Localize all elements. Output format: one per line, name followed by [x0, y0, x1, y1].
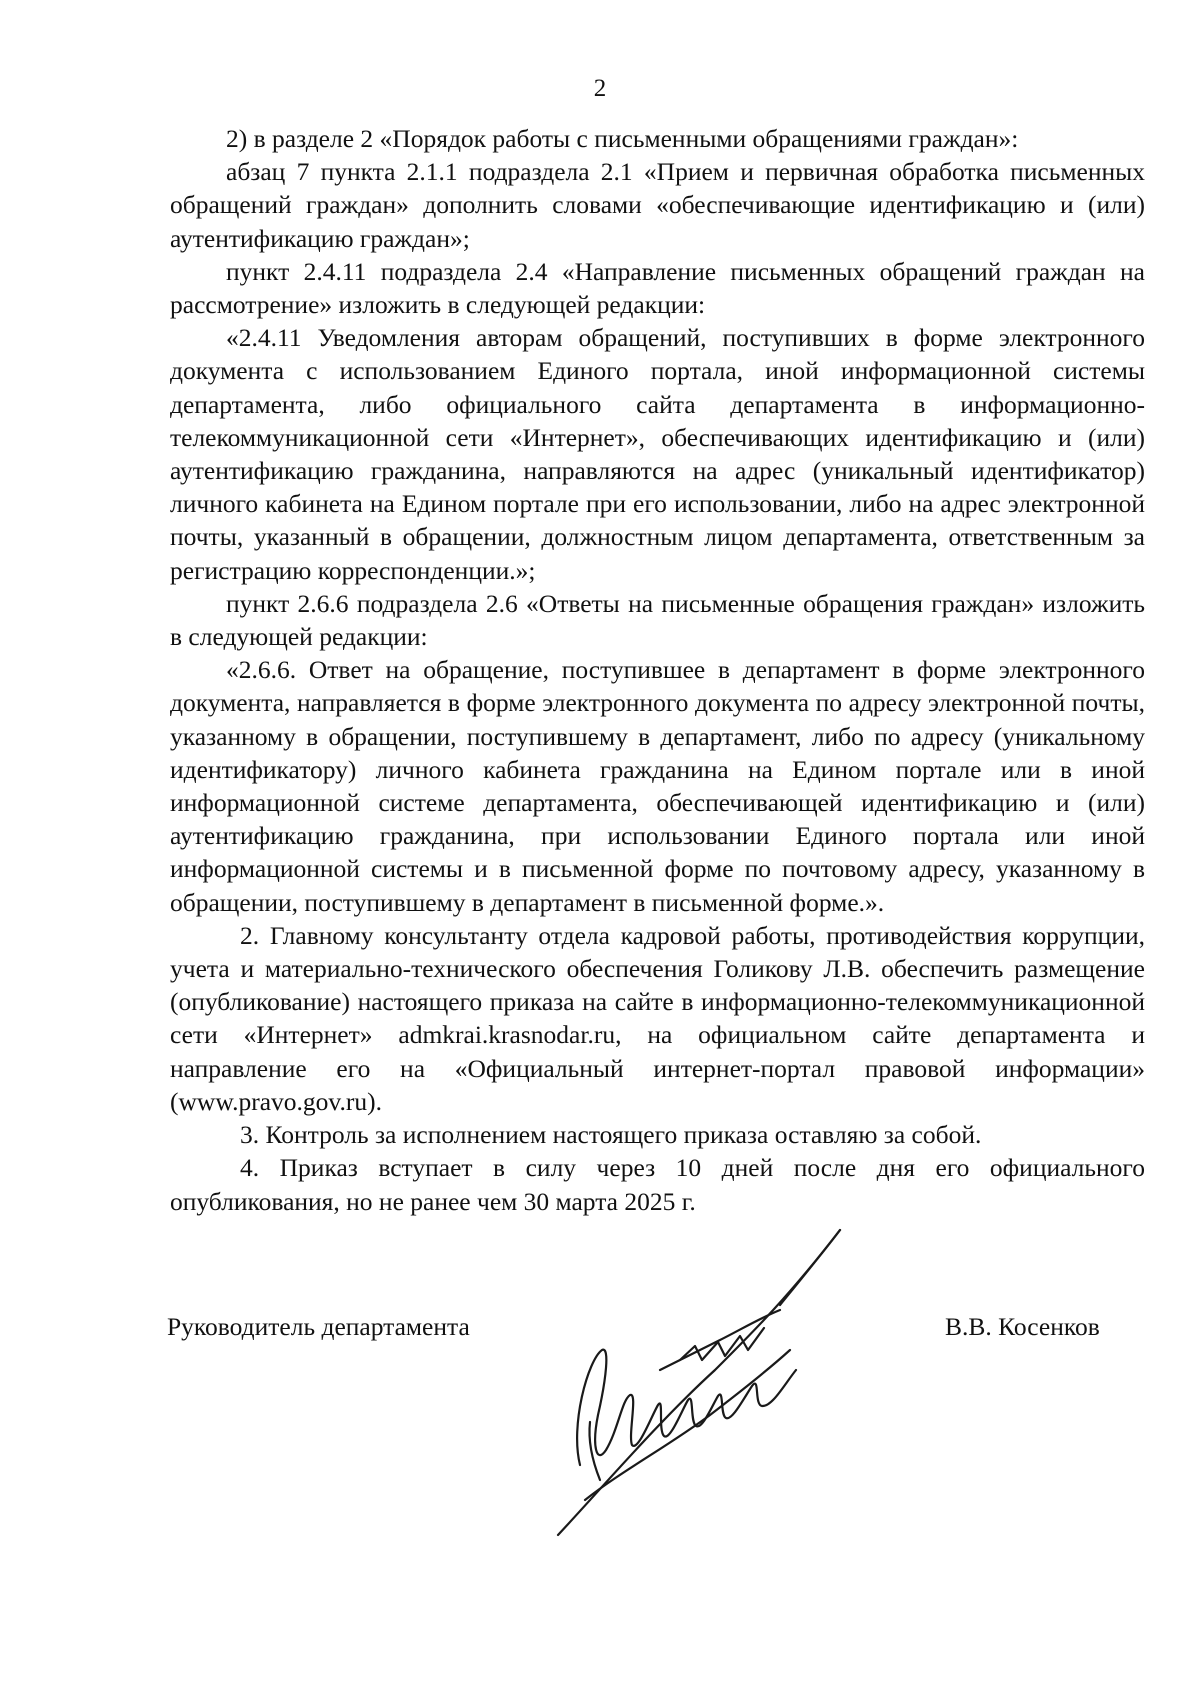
signatory-position: Руководитель департамента — [167, 1312, 470, 1341]
paragraph-item-2-6-6-text: «2.6.6. Ответ на обращение, поступившее в департамент в форме электронного документа, направляется в форме электронного документа по адресу электронной почты, указанному в обращении, поступившему в департамент, либо по адресу (уникальному идентификатору) личного кабинета гражданина на Едином портале или в иной информационной системе департамента, обеспечивающей идентификацию и (или) аутентификацию гражданина, при использовании Единого портала или иной информационной системы и в письменной форме по почтовому адресу, указанному в обращении, поступившему в департамент в письменной форме.». — [170, 655, 1145, 917]
paragraph-point-2: 2. Главному консультанту отдела кадровой работы, противодействия коррупции, учета и материально-технического обеспечения Голикову Л.В. обеспечить размещение (опубликование) настоящего приказа на сайте в информационно-телекоммуникационной сети «Интернет» admkrai.krasnodar.ru, на официальном сайте департамента и направление его на «Официальный интернет-портал правовой информации» (www.pravo.gov.ru). — [170, 920, 1145, 1116]
paragraph-section-2: 2) в разделе 2 «Порядок работы с письменными обращениями граждан»: — [226, 124, 1019, 153]
signatory-name: В.В. Косенков — [945, 1312, 1100, 1341]
paragraph-item-2-6-6-intro: пункт 2.6.6 подраздела 2.6 «Ответы на письменные обращения граждан» изложить в следующей редакции: — [170, 588, 1145, 652]
signature-block — [0, 1300, 1200, 1560]
paragraph-point-4: 4. Приказ вступает в силу через 10 дней после дня его официального опубликования, но не ранее чем 30 марта 2025 г. — [170, 1153, 1145, 1216]
paragraph-item-2-4-11-text: «2.4.11 Уведомления авторам обращений, поступивших в форме электронного документа с использованием Единого портала, иной информационной системы департамента, либо официального сайта департамента в информационно-телекоммуникационной сети «Интернет», обеспечивающих идентификацию и (или) аутентификацию гражданина, направляются на адрес (уникальный идентификатор) личного кабинета на Едином портале при его использовании, либо на адрес электронной почты, указанный в обращении, должностным лицом департамента, ответственным за регистрацию корреспонденции.»; — [170, 323, 1145, 585]
paragraph-item-2-4-11-intro: пункт 2.4.11 подраздела 2.4 «Направление письменных обращений граждан на рассмотрение» изложить в следующей редакции: — [170, 256, 1145, 320]
page-number: 2 — [593, 75, 607, 102]
handwritten-signature — [540, 1210, 880, 1545]
paragraph-point-3: 3. Контроль за исполнением настоящего приказа оставляю за собой. — [240, 1120, 982, 1150]
document-body — [170, 122, 1145, 1218]
paragraph-item-2-1-1: абзац 7 пункта 2.1.1 подраздела 2.1 «Прием и первичная обработка письменных обращений граждан» дополнить словами «обеспечивающие идентификацию и (или) аутентификацию граждан»; — [170, 157, 1145, 253]
